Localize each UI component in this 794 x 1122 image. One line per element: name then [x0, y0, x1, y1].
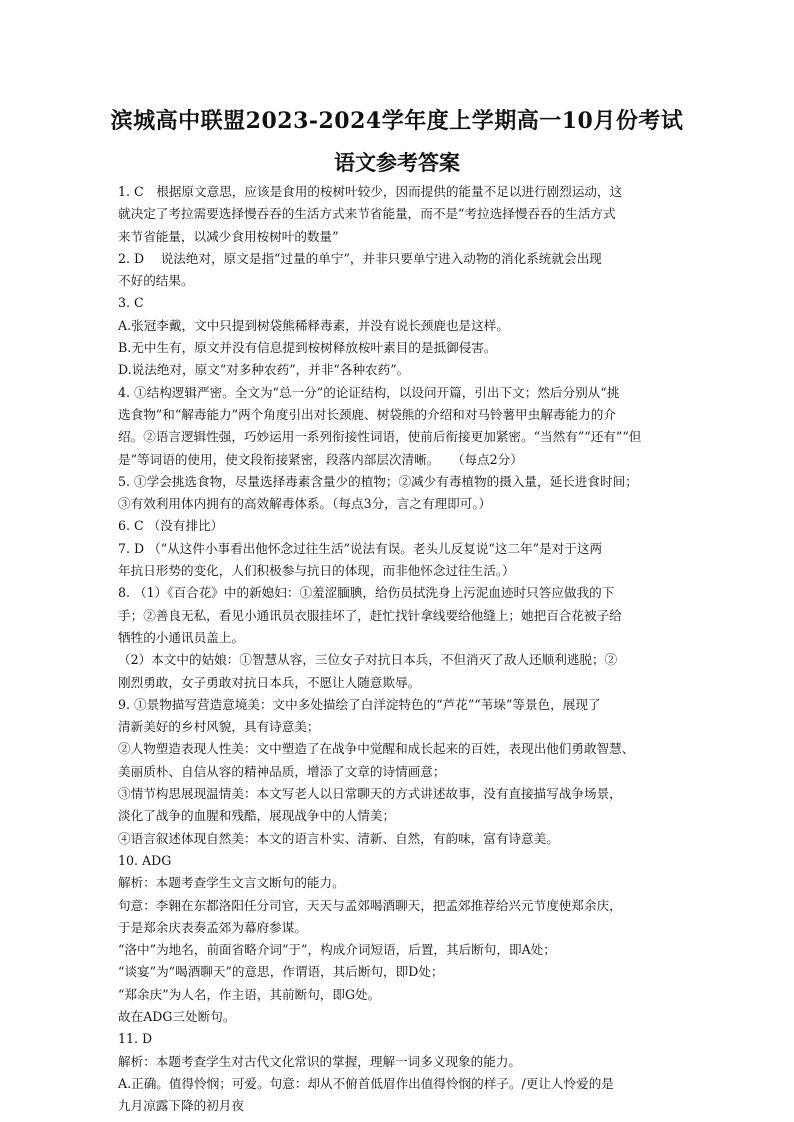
answer-line: 句意：李翱在东都洛阳任分司官，天天与孟郊喝酒聊天，把孟郊推荐给兴元节度使郑余庆， — [118, 897, 622, 913]
answer-line: 手；②善良无私，看见小通讯员衣服挂坏了，赶忙找针拿线要给他缝上；她把百合花被子给 — [118, 607, 622, 623]
answer-line: 是”等词语的使用，使文段衔接紧密，段落内部层次清晰。 （每点2分） — [118, 451, 523, 467]
answer-line: 2. D 说法绝对，原文是指“过量的单宁”，并非只要单宁进入动物的消化系统就会出现 — [118, 250, 602, 266]
answer-line: A.正确。值得怜悯；可爱。句意：却从不俯首低眉作出值得怜悯的样子。/更让人怜爱的是 — [118, 1075, 614, 1091]
answer-line: 故在ADG三处断句。 — [118, 1008, 236, 1024]
answer-line: 7. D （“从这件小事看出他怀念过往生活”说法有误。老头儿反复说“这二年”是对于这两 — [118, 540, 603, 556]
answer-line: 美丽质朴、自信从容的精神品质，增添了文章的诗情画意； — [118, 763, 446, 779]
answer-line: D.说法绝对，原文“对多种农药”，并非“各种农药”。 — [118, 362, 410, 378]
answer-line: 1. C 根据原文意思，应该是食用的桉树叶较少，因而提供的能量不足以进行剧烈运动，这 — [118, 184, 623, 199]
answer-line: ③有效利用体内拥有的高效解毒体系。（每点3分，言之有理即可。） — [118, 496, 492, 512]
answer-line: 清新美好的乡村风貌，具有诗意美； — [118, 719, 320, 735]
answer-line: 淡化了战争的血腥和残酷，展现战争中的人情美； — [118, 808, 396, 824]
answer-line: 9. ①景物描写营造意境美：文中多处描绘了白洋淀特色的“芦花”“苇垛”等景色，展现了 — [118, 696, 601, 712]
answer-line: 来节省能量，以减少食用桉树叶的数量” — [118, 228, 339, 244]
answer-line: 不好的结果。 — [118, 273, 194, 289]
answer-line: 8. （1）《百合花》中的新媳妇：①羞涩腼腆，给伤员拭洗身上污泥血迹时只答应做我的下 — [118, 585, 615, 601]
answer-line: 4. ①结构逻辑严密。全文为“总一分”的论证结构，以设问开篇，引出下文；然后分别从“挑 — [118, 384, 620, 400]
page-title: 滨城高中联盟2023-2024学年度上学期高一10月份考试 — [110, 108, 684, 134]
answer-line: 绍。②语言逻辑性强，巧妙运用一系列衔接性词语，使前后衔接更加紧密。“当然有”“还有”“但 — [118, 429, 642, 445]
answer-line: “洛中”为地名，前面省略介词“于”，构成介词短语，后置，其后断句，即A处； — [118, 942, 556, 958]
answer-line: 10. ADG — [118, 852, 172, 868]
answer-line: ④语言叙述体现自然美：本文的语言朴实、清新、自然，有韵味，富有诗意美。 — [118, 830, 559, 846]
answer-line: 九月凉露下降的初月夜 — [118, 1098, 244, 1114]
answer-line: A.张冠李戴，文中只提到树袋熊稀释毒素，并没有说长颈鹿也是这样。 — [118, 317, 509, 333]
answer-line: 6. C （没有排比） — [118, 518, 224, 534]
answer-line: 选食物”和“解毒能力”两个角度引出对长颈鹿、树袋熊的介绍和对马铃薯甲虫解毒能力的介 — [118, 406, 616, 422]
answer-line: （2）本文中的姑娘：①智慧从容，三位女子对抗日本兵，不但消灭了敌人还顺利逃脱；② — [118, 652, 618, 668]
answer-line: 3. C — [118, 295, 144, 311]
answer-line: “谈宴”为“喝酒聊天”的意思，作谓语，其后断句，即D处； — [118, 964, 444, 980]
answer-line: ②人物塑造表现人性美：文中塑造了在战争中觉醒和成长起来的百姓，表现出他们勇敢智慧、 — [118, 741, 635, 757]
answer-line: “郑余庆”为人名，作主语，其前断句，即G处。 — [118, 986, 381, 1002]
answer-line: 牺牲的小通讯员盖上。 — [118, 629, 244, 645]
answer-line: 解析：本题考查学生对古代文化常识的掌握，理解一词多义现象的能力。 — [118, 1053, 521, 1069]
answer-body — [118, 181, 678, 1117]
answer-line: 刚烈勇敢，女子勇敢对抗日本兵，不愿让人随意欺辱。 — [118, 674, 421, 690]
answer-line: 年抗日形势的变化，人们积极参与抗日的体现，而非他怀念过往生活。） — [118, 563, 515, 579]
answer-line: 11. D — [118, 1031, 153, 1047]
answer-line: 解析：本题考查学生文言文断句的能力。 — [118, 875, 345, 891]
page-subtitle: 语文参考答案 — [334, 150, 460, 175]
answer-line: ③情节构思展现温情美：本文写老人以日常聊天的方式讲述故事，没有直接描写战争场景， — [118, 786, 622, 802]
answer-line: 就决定了考拉需要选择慢吞吞的生活方式来节省能量，而不是“考拉选择慢吞吞的生活方式 — [118, 206, 616, 222]
answer-line: B.无中生有，原文并没有信息提到桉树释放桉叶素目的是抵御侵害。 — [118, 340, 497, 356]
answer-line: 5. ①学会挑选食物，尽量选择毒素含量少的植物；②减少有毒植物的摄入量，延长进食时间； — [118, 473, 638, 489]
answer-line: 于是郑余庆表奏孟郊为幕府参谋。 — [118, 919, 307, 935]
